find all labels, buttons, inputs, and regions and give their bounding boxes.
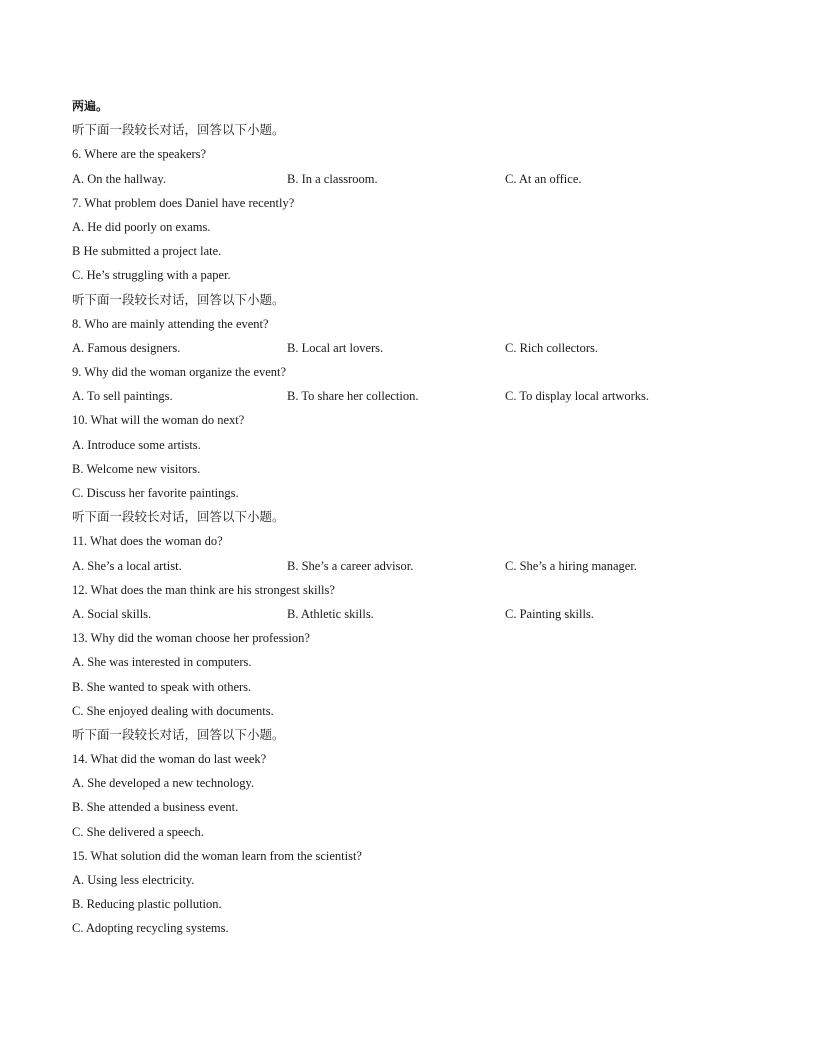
- option-c: C. She delivered a speech.: [72, 824, 204, 839]
- option-b: B. Reducing plastic pollution.: [72, 897, 222, 912]
- question-9: 9. Why did the woman organize the event?: [72, 365, 287, 380]
- option-c: C. Discuss her favorite paintings.: [72, 486, 239, 500]
- options-row-11: [72, 554, 762, 578]
- question-12: 12. What does the man think are his strongest skills?: [72, 582, 335, 597]
- option-b: B. She attended a business event.: [72, 800, 239, 815]
- header-text: 两遍。: [72, 99, 109, 113]
- option-c: C. He’s struggling with a paper.: [72, 268, 231, 283]
- option-c: C. To display local artworks.: [505, 389, 650, 404]
- option-a: A. To sell paintings.: [72, 389, 173, 404]
- section-instruction: 听下面一段较长对话，回答以下小题。: [72, 122, 285, 138]
- section-instruction: 听下面一段较长对话，回答以下小题。: [72, 291, 285, 307]
- option-a: A. She’s a local artist.: [72, 558, 182, 573]
- question-13: 13. Why did the woman choose her profession?: [72, 631, 310, 646]
- option-c: C. Rich collectors.: [505, 340, 599, 355]
- question-8: 8. Who are mainly attending the event?: [72, 316, 269, 331]
- worksheet-page: [72, 94, 762, 941]
- option-b: B. She’s a career advisor.: [287, 558, 414, 573]
- question-14: 14. What did the woman do last week?: [72, 752, 267, 767]
- option-b: B. Athletic skills.: [287, 606, 374, 621]
- section-instruction: 听下面一段较长对话，回答以下小题。: [72, 726, 285, 742]
- option-b: B He submitted a project late.: [72, 244, 222, 259]
- option-a: A. Introduce some artists.: [72, 437, 201, 452]
- question-7: 7. What problem does Daniel have recently?: [72, 195, 295, 210]
- option-b: B. Local art lovers.: [287, 340, 384, 355]
- option-c: C. Painting skills.: [505, 606, 594, 621]
- option-c: C. She’s a hiring manager.: [505, 558, 637, 573]
- option-c: C. She enjoyed dealing with documents.: [72, 703, 274, 718]
- question-6: 6. Where are the speakers?: [72, 147, 207, 162]
- option-a: A. Social skills.: [72, 606, 152, 621]
- option-a: A. Using less electricity.: [72, 873, 195, 887]
- options-row-8: [72, 336, 762, 360]
- option-b: B. In a classroom.: [287, 171, 378, 186]
- option-a: A. On the hallway.: [72, 171, 166, 186]
- option-b: B. Welcome new visitors.: [72, 461, 201, 476]
- option-b: B. She wanted to speak with others.: [72, 679, 252, 694]
- options-row-6: [72, 167, 762, 191]
- option-c: C. At an office.: [505, 171, 582, 186]
- option-a: A. Famous designers.: [72, 340, 181, 355]
- option-a: A. He did poorly on exams.: [72, 219, 211, 234]
- question-10: 10. What will the woman do next?: [72, 413, 245, 428]
- option-c: C. Adopting recycling systems.: [72, 921, 229, 936]
- option-a: A. She developed a new technology.: [72, 776, 255, 791]
- question-15: 15. What solution did the woman learn from the scientist?: [72, 848, 362, 863]
- section-instruction: 听下面一段较长对话，回答以下小题。: [72, 509, 285, 525]
- option-b: B. To share her collection.: [287, 389, 419, 404]
- options-row-12: [72, 602, 762, 626]
- options-row-9: [72, 384, 762, 408]
- option-a: A. She was interested in computers.: [72, 655, 252, 670]
- question-11: 11. What does the woman do?: [72, 534, 223, 549]
